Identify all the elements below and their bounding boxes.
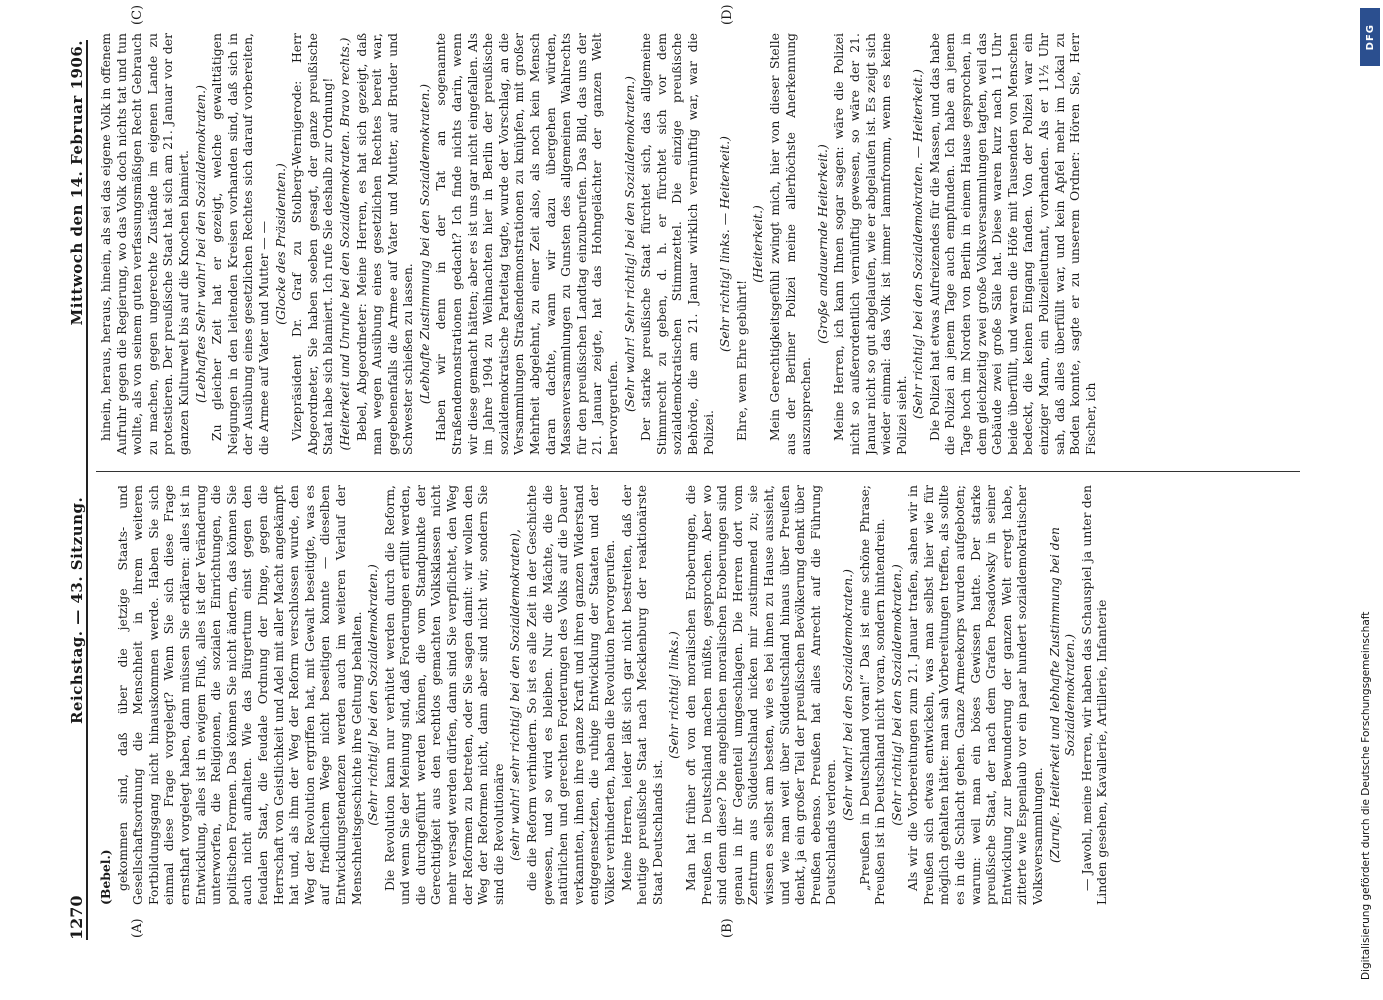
interjection: (Sehr richtig! links. — Heiterkeit.) — [717, 136, 733, 352]
session-date: Mittwoch den 14. Februar 1906. — [68, 40, 86, 326]
speech-paragraph: — Jawohl, meine Herren, wir haben das Schauspiel ja unter den Linden gesehen, Kavallerie, Artillerie, Infanterie — [1078, 485, 1110, 905]
interjection: (Sehr richtig! bei den Sozialdemokraten. — Heiterkeit.) — [910, 69, 926, 419]
interjection: (Sehr richtig! links.) — [666, 631, 682, 759]
speech-paragraph: hinein, heraus, heraus, hinein, als sei das eigene Volk in offenem Aufruhr gegen die Regierung, wo das Volk doch nichts tat und tun wollte, als von seinem guten verfassungsmäßigen Recht Gebrauch zu machen, gegen ungerechte Zustände im eigenen Lande zu protestieren. Der preußische Staat hat sich am 21. Januar vor der ganzen Kulturwelt bis auf die Knochen blamiert. — [98, 33, 191, 455]
speech-paragraph: Die Revolution kann nur verhütet werden durch die Reform, und wenn Sie der Meinung sind, daß Forderungen erfüllt werden, die durchgeführt werden können, die vom Standpunkte der Gerechtigkeit aus den rechtlos gemachten Volksklassen nicht mehr versagt werden dürfen, dann sind Sie verpflichtet, den Weg der Reformen zu betreten, oder Sie sagen damit: wir wollen den Weg der Reformen nicht, dann aber sind nicht wir, sondern Sie sind die Revolutionäre — [381, 485, 506, 905]
margin-marker-d: (D) — [720, 4, 735, 25]
left-column — [98, 485, 1300, 905]
speech-paragraph: Der starke preußische Staat fürchtet sich, das allgemeine Stimmrecht zu geben, d. h. er fürchtet sich vor dem sozialdemokratischen Stimmzettel. Die einzige preußische Behörde, die am 21. Januar wirklich vernünftig war, war die Polizei. — [638, 33, 716, 455]
interjection: (Heiterkeit.) — [750, 205, 766, 283]
speech-paragraph: Vizepräsident Dr. Graf zu Stolberg-Wernigerode: Herr Abgeordneter, Sie haben soeben gesagt, der ganze preußische Staat habe sich blamiert. Ich rufe Sie deshalb zur Ordnung! — [289, 33, 336, 455]
speech-paragraph: Meine Herren, ich kann Ihnen sogar sagen: wäre die Polizei nicht so außerordentlich vernünftig gewesen, so wäre der 21. Januar nicht so gut abgelaufen, wie er abgelaufen ist. Es zeigt sich wieder einmal: das Volk ist immer lammfromm, wenn es keine Polizei sieht. — [831, 33, 909, 455]
column-divider — [96, 471, 1300, 472]
interjection: (Sehr richtig! bei den Sozialdemokraten.) — [888, 564, 904, 826]
speech-paragraph: Bebel, Abgeordneter: Meine Herren, es hat sich gezeigt, daß man wegen Ausübung eines gesetzlichen Rechtes bereit war, gegebenenfalls die Armee auf Vater und Mutter, auf Bruder und Schwester schießen zu lassen. — [353, 33, 416, 455]
interjection: (Zurufe. Heiterkeit und lebhafte Zustimmung bei den Sozialdemokraten.) — [1046, 526, 1078, 864]
dfg-logo-text: DFG — [1364, 23, 1376, 51]
interjection: (Sehr wahr! Sehr richtig! bei den Sozialdemokraten.) — [621, 75, 637, 413]
margin-marker-a: (A) — [130, 918, 145, 938]
interjection: (Lebhaftes Sehr wahr! bei den Sozialdemokraten.) — [192, 85, 208, 403]
speech-paragraph: Meine Herren, leider läßt sich gar nicht bestreiten, daß der heutige preußische Staat nach Mecklenburg der reaktionärste Staat Deutschlands ist. — [618, 485, 665, 905]
speaker-label: (Bebel.) — [98, 849, 113, 905]
speech-paragraph: gekommen sind, daß über die jetzige Staats- und Gesellschaftsordnung die Menschheit in ihrem weiteren Fortbildungsgang nicht hinauskommen werde. Haben Sie sich einmal diese Frage vorgelegt? Wenn Sie sich diese Frage ernsthaft vorgelegt haben, dann müssen Sie erklären: alles ist in Entwicklung, alles ist in ewigem Fluß, alles ist der Veränderung unterworfen, die Religionen, die sozialen Einrichtungen, die politischen Formen. Das können Sie nicht ändern, das können Sie auch nicht aufhalten. Wie das Bürgertum einst gegen den feudalen Staat, die feudale Ordnung der Dinge, gegen die Herrschaft von Geistlichkeit und Adel mit aller Macht angekämpft hat und, als ihm der Weg der Reform verschlossen wurde, den Weg der Revolution ergriffen hat, mit Gewalt beseitigte, was es auf friedlichem Wege nicht beseitigen konnte — dieselben Entwicklungstendenzen werden auch im weiteren Verlauf der Menschheitsgeschichte ihre Geltung behalten. — [114, 485, 364, 905]
speech-paragraph: die die Reform verhindern. So ist es alle Zeit in der Geschichte gewesen, und so wird es bleiben. Nur die Mächte, die die natürlichen und gerechten Forderungen des Volks auf die Dauer verkannten, ihnen ihre ganze Kraft und ihren ganzen Widerstand entgegensetzten, die ruhige Entwicklung der Staaten und der Völker verhinderten, haben die Revolution hervorgerufen. — [524, 485, 617, 905]
margin-marker-c: (C) — [130, 4, 145, 25]
speech-paragraph: „Preußen in Deutschland voran!“ Das ist eine schöne Phrase; Preußen ist in Deutschland nicht voran, sondern hintendrein. — [856, 485, 888, 905]
digitization-credit: Digitalisierung gefördert durch die Deutsche Forschungsgemeinschaft — [1360, 611, 1372, 980]
speech-paragraph: Mein Gerechtigkeitsgefühl zwingt mich, hier von dieser Stelle aus der Berliner Polizei meine allerhöchste Anerkennung auszusprechen. — [766, 33, 814, 455]
speech-paragraph: Die Polizei hat etwas Aufreizendes für die Massen, und das habe die Polizei an jenem Tage auch empfunden. Ich habe an jenem Tage hoch im Norden von Berlin in einem Hause gesprochen, in dem gleichzeitig zwei große Volksversammlungen tagten, weil das Gebäude zwei große Säle hat. Diese waren kurz nach 11 Uhr beide überfüllt, und waren die Höfe mit Tausenden von Menschen bedeckt, die keinen Eingang fanden. Von der Polizei war ein einziger Mann, ein Polizeileutnant, vorhanden. Als er 11½ Uhr sah, daß alles überfüllt war, und kein Apfel mehr im Lokal zu Boden konnte, sagte er zu unserem Ordner: Hören Sie, Herr Fischer, ich — [926, 33, 1098, 455]
session-title: Reichstag. — 43. Sitzung. — [68, 496, 86, 725]
speech-paragraph: Ehre, wem Ehre gebührt! — [733, 279, 749, 441]
dfg-logo — [1360, 8, 1380, 66]
interjection: (Glocke des Präsidenten.) — [272, 163, 288, 325]
speech-paragraph: Haben wir denn in der Tat an sogenannte Straßendemonstrationen gedacht? Ich finde nichts darin, wenn wir diese gemacht hätten; aber es ist uns gar nicht eingefallen. Als im Jahre 1904 zu Weihnachten hier in Berlin der preußische sozialdemokratische Parteitag tagte, wurde der Vorschlag, an die Versammlungen Straßendemonstrationen zu knüpfen, mit großer Mehrheit abgelehnt, zu einer Zeit also, als noch kein Mensch daran dachte, wann wir dazu übergehen würden, Massenversammlungen zu Gunsten des allgemeinen Wahlrechts für den preußischen Landtag einzuberufen. Das Bild, das uns der 21. Januar zeigte, hat das Hohngelächter der ganzen Welt hervorgerufen. — [433, 33, 620, 455]
interjection: (Sehr richtig! bei den Sozialdemokraten.) — [365, 564, 381, 826]
speech-paragraph: Zu gleicher Zeit hat er gezeigt, welche gewalttätigen Neigungen in den leitenden Kreisen vorhanden sind, daß sich in der Ausübung eines gesetzlichen Rechtes sich darauf vorbereiten, die Armee auf Vater und Mutter — — — [209, 33, 271, 455]
speech-paragraph: Als wir die Vorbereitungen zum 21. Januar trafen, sahen wir in Preußen sich etwas entwickeln, was man selbst hier wie für möglich gehalten hätte: man sah Vorbereitungen treffen, als sollte es in die Schlacht gehen. Ganze Armeekorps wurden aufgeboten; warum: weil man ein böses Gewissen hatte. Der starke preußische Staat, der nach dem Grafen Posadowsky in seiner Entwicklung zur Bewunderung der ganzen Welt erregt habe, zitterte wie Espenlaub vor ein paar hundert sozialdemokratischer Volksversammlungen. — [905, 485, 1046, 905]
right-column — [98, 33, 1300, 455]
margin-marker-b: (B) — [720, 918, 735, 938]
interjection: (Sehr wahr! bei den Sozialdemokraten.) — [839, 569, 855, 821]
interjection: (Heiterkeit und Unruhe bei den Sozialdemokraten. Bravo rechts.) — [336, 37, 352, 451]
digitization-sidebar — [1358, 0, 1382, 1000]
interjection: (Große andauernde Heiterkeit.) — [814, 144, 830, 344]
interjection: (sehr wahr! sehr richtig! bei den Sozialdemokraten), — [507, 529, 523, 861]
speech-paragraph: Man hat früher oft von den moralischen Eroberungen, die Preußen in Deutschland machen müßte, gesprochen. Aber wo sind denn diese? Die angeblichen moralischen Eroberungen sind genau in ihr Gegenteil umgeschlagen. Die Herren dort vom Zentrum aus Süddeutschland nicken mir zustimmend zu; sie wissen es selbst am besten, wie es bei ihnen zu Hause aussieht, und wie man weit über Süddeutschland hinaus über Preußen denkt, ja ein großer Teil der preußischen Bevölkerung denkt über Preußen ebenso. Preußen hat alles Anrecht auf die Führung Deutschlands verloren. — [682, 485, 839, 905]
page-number: 1270 — [67, 895, 86, 940]
page-header — [62, 40, 88, 940]
interjection: (Lebhafte Zustimmung bei den Sozialdemokraten.) — [416, 83, 432, 405]
